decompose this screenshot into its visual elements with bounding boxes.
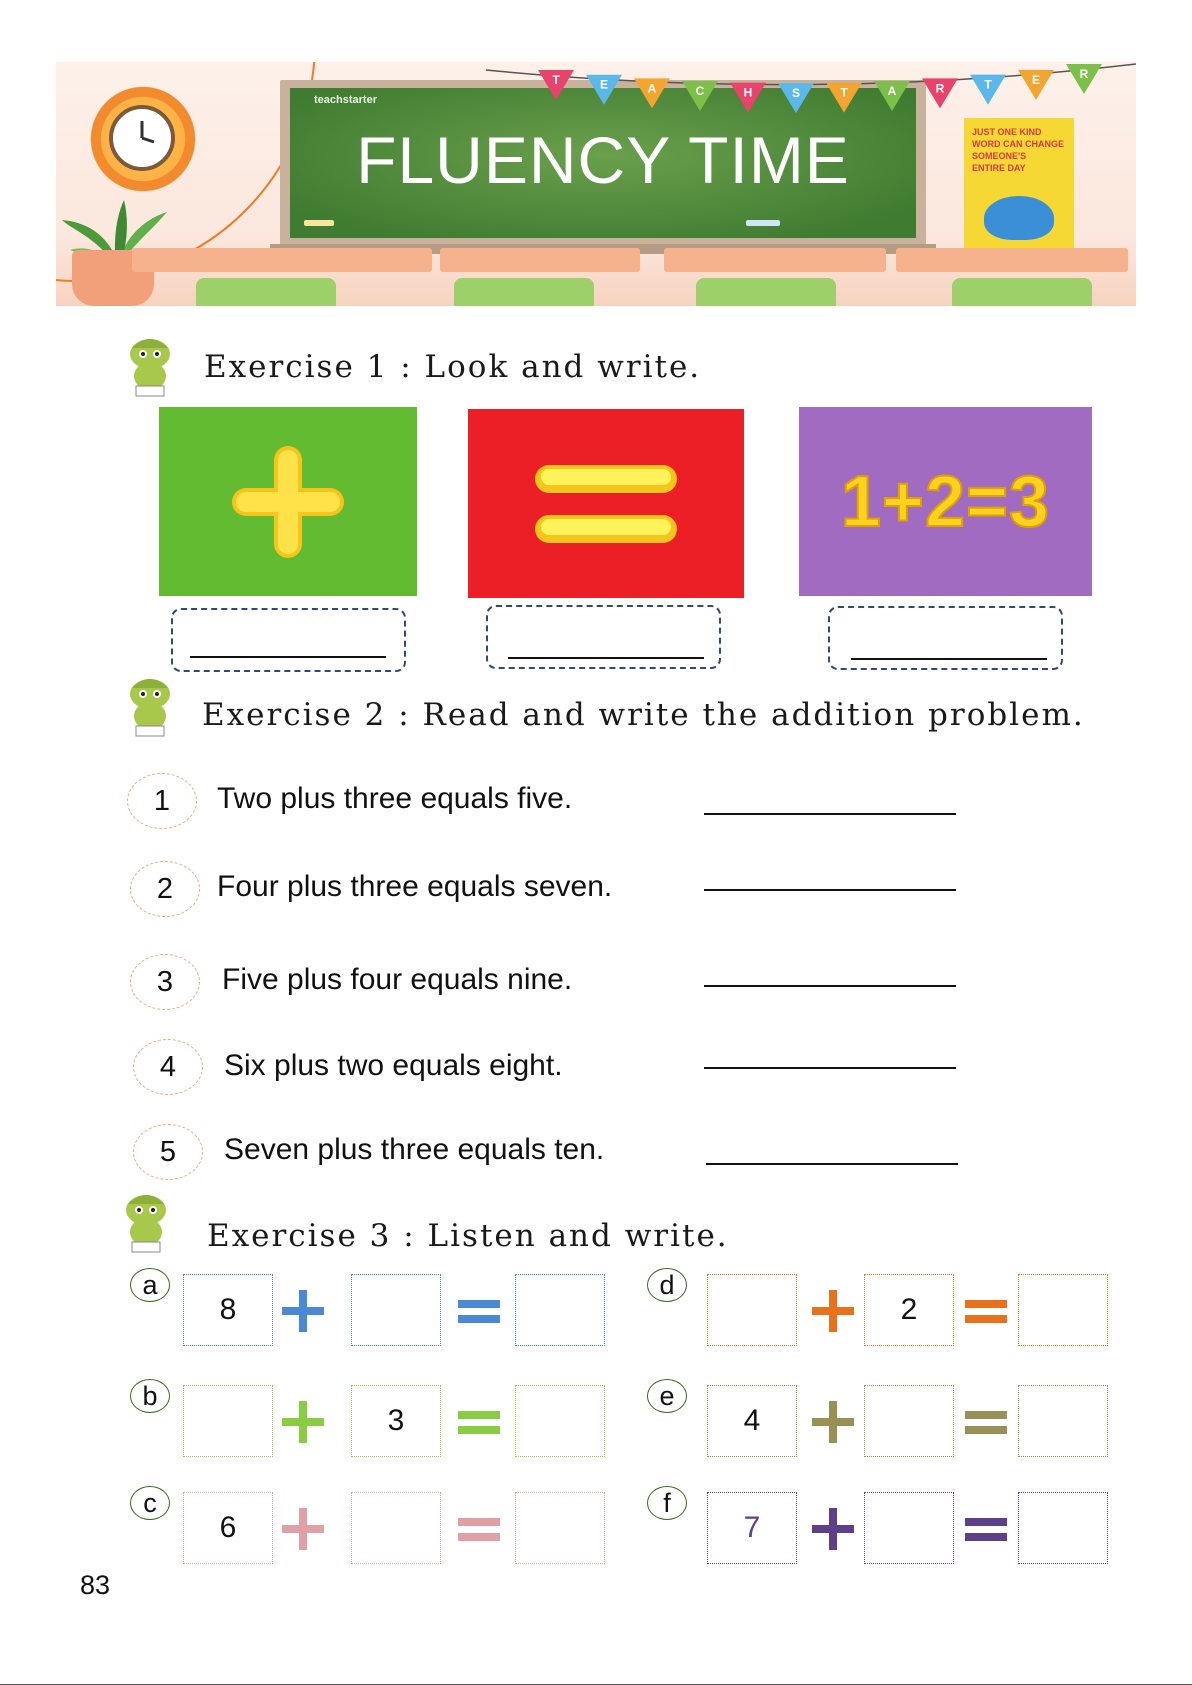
sum-box[interactable] (1018, 1492, 1108, 1564)
sentence-text: Seven plus three equals ten. (224, 1133, 605, 1166)
bunting-letter: E (1031, 72, 1041, 87)
answer-box-3[interactable] (828, 606, 1063, 670)
addend-box-2[interactable] (864, 1385, 954, 1457)
sum-box[interactable] (515, 1492, 605, 1564)
chair (454, 278, 594, 306)
eraser-icon (746, 220, 780, 226)
bunting-flag (970, 75, 1006, 105)
chair (696, 278, 836, 306)
answer-box-2[interactable] (486, 605, 721, 669)
bunting-letter: E (599, 77, 609, 92)
bunting-flag (634, 78, 670, 108)
equals-icon (456, 1288, 502, 1334)
bunting-flag (874, 81, 910, 111)
row-letter: c (130, 1486, 170, 1520)
bunting-flag (682, 81, 718, 111)
equals-tile (468, 409, 744, 598)
row-letter: b (130, 1379, 170, 1413)
equals-icon (456, 1399, 502, 1445)
bunting-letter: T (840, 85, 848, 100)
bunting-flags (486, 62, 1136, 122)
row-letter: a (130, 1268, 170, 1302)
item-number: 3 (130, 954, 200, 1010)
equals-icon (963, 1399, 1009, 1445)
addend-box-1[interactable]: 8 (183, 1274, 273, 1346)
chair (196, 278, 336, 306)
row-letter: e (647, 1379, 687, 1413)
poster-line: JUST ONE KIND (972, 127, 1042, 137)
addend-box-2[interactable] (351, 1492, 441, 1564)
bunting-flag (730, 83, 766, 113)
mascot-icon (114, 674, 186, 740)
addend-box-2[interactable] (864, 1492, 954, 1564)
chalkboard-logo: teachstarter (314, 94, 377, 106)
plus-icon (280, 1506, 326, 1552)
bunting-letter: R (935, 81, 945, 96)
bunting-letter: R (1079, 67, 1089, 81)
bunting-letter: C (695, 84, 705, 99)
addend-box-1[interactable]: 6 (183, 1492, 273, 1564)
mascot-icon (114, 334, 186, 400)
item-number: 5 (133, 1124, 203, 1180)
poster-text (972, 126, 1066, 174)
chalk-icon (304, 220, 334, 226)
equals-icon (456, 1506, 502, 1552)
addend-box-1[interactable]: 4 (707, 1385, 797, 1457)
page-title: FLUENCY TIME (356, 123, 850, 197)
equals-symbol-icon (531, 459, 681, 549)
monster-icon (984, 196, 1054, 240)
answer-line (508, 657, 704, 659)
bunting-letter: A (887, 83, 897, 98)
clock-face (109, 105, 175, 171)
plus-icon (810, 1288, 856, 1334)
bunting-letter: T (552, 73, 560, 87)
equation-tile (799, 407, 1092, 596)
plus-icon (280, 1288, 326, 1334)
sentence-text: Two plus three equals five. (217, 782, 573, 815)
answer-line (190, 656, 386, 658)
sentence-text: Five plus four equals nine. (222, 963, 573, 996)
plus-symbol-icon (228, 442, 348, 562)
bunting-flag (778, 83, 814, 113)
plus-icon (280, 1399, 326, 1445)
answer-line-1[interactable] (704, 813, 956, 815)
desk (132, 248, 432, 272)
bunting-letter: H (743, 85, 753, 100)
addend-box-1[interactable] (183, 1385, 273, 1457)
answer-line-3[interactable] (704, 985, 956, 987)
answer-box-1[interactable] (171, 608, 406, 672)
poster-line: SOMEONE'S (972, 151, 1027, 161)
page-number: 83 (80, 1570, 111, 1600)
bunting-letter: A (647, 81, 657, 96)
plus-icon (810, 1399, 856, 1445)
sum-box[interactable] (1018, 1274, 1108, 1346)
answer-line-5[interactable] (706, 1163, 958, 1165)
addend-box-1[interactable]: 7 (707, 1492, 797, 1564)
bunting-flag (538, 70, 574, 100)
bunting-flag (826, 83, 862, 113)
answer-line (851, 658, 1047, 660)
poster-line: WORD CAN CHANGE (972, 139, 1064, 149)
mascot-icon (110, 1190, 182, 1256)
exercise-3-heading: Exercise 3 : Listen and write. (207, 1218, 729, 1254)
addend-box-2[interactable]: 3 (351, 1385, 441, 1457)
sum-box[interactable] (1018, 1385, 1108, 1457)
sentence-text: Six plus two equals eight. (224, 1049, 563, 1082)
plus-tile (159, 407, 417, 596)
desk (440, 248, 640, 272)
bunting-flag (922, 78, 958, 108)
equation-example: 1+2=3 (840, 461, 1051, 542)
row-letter: f (647, 1486, 687, 1520)
chair (952, 278, 1092, 306)
poster-line: ENTIRE DAY (972, 163, 1026, 173)
answer-line-4[interactable] (704, 1067, 956, 1069)
sum-box[interactable] (515, 1385, 605, 1457)
bunting-letter: S (791, 86, 801, 101)
item-number: 1 (127, 773, 197, 829)
addend-box-2[interactable]: 2 (864, 1274, 954, 1346)
item-number: 4 (133, 1039, 203, 1095)
bunting-flag (586, 75, 622, 105)
desk (664, 248, 886, 272)
header-banner (56, 62, 1136, 306)
sentence-text: Four plus three equals seven. (217, 870, 613, 903)
answer-line-2[interactable] (704, 889, 956, 891)
plus-icon (810, 1506, 856, 1552)
exercise-2-heading: Exercise 2 : Read and write the addition problem. (202, 697, 1085, 733)
item-number: 2 (130, 861, 200, 917)
exercise-1-heading: Exercise 1 : Look and write. (204, 349, 702, 385)
addend-box-2[interactable] (351, 1274, 441, 1346)
addend-box-1[interactable] (707, 1274, 797, 1346)
desk (896, 248, 1128, 272)
equals-icon (963, 1506, 1009, 1552)
bunting-flag (1018, 70, 1054, 100)
bunting-letter: T (984, 77, 992, 92)
row-letter: d (647, 1268, 687, 1302)
equals-icon (963, 1288, 1009, 1334)
bunting-flag (1066, 64, 1102, 94)
sum-box[interactable] (515, 1274, 605, 1346)
